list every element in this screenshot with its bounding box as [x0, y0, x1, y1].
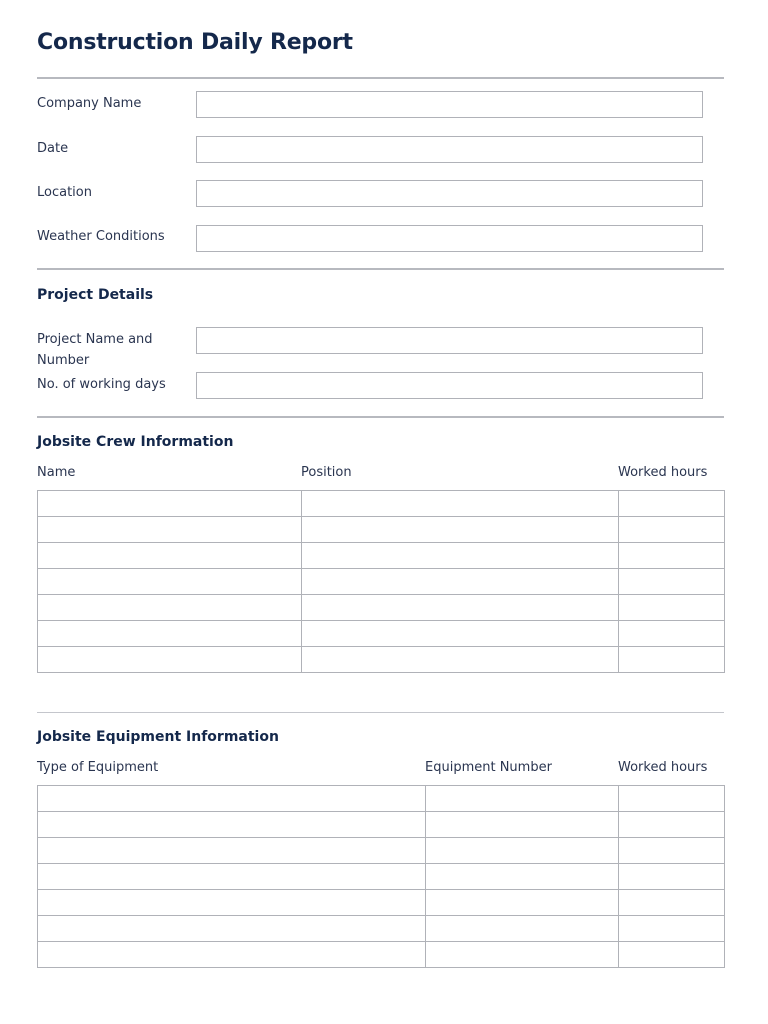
equipment-heading: Jobsite Equipment Information: [37, 729, 279, 745]
table-row: [38, 942, 725, 968]
crew-position-cell[interactable]: [302, 491, 619, 517]
crew-hours-cell[interactable]: [619, 621, 725, 647]
crew-name-cell[interactable]: [38, 491, 302, 517]
date-label: Date: [37, 141, 69, 156]
equipment-col-type: Type of Equipment: [37, 760, 159, 775]
table-row: [38, 812, 725, 838]
equipment-hours-cell[interactable]: [619, 786, 725, 812]
project-name-number-label: Project Name and Number: [37, 332, 153, 368]
equipment-hours-cell[interactable]: [619, 812, 725, 838]
crew-hours-cell[interactable]: [619, 647, 725, 673]
equipment-number-cell[interactable]: [426, 786, 619, 812]
crew-col-name: Name: [37, 465, 76, 480]
crew-col-position: Position: [301, 465, 352, 480]
working-days-field[interactable]: [196, 372, 703, 399]
equipment-number-cell[interactable]: [426, 890, 619, 916]
equipment-number-cell[interactable]: [426, 838, 619, 864]
project-divider: [37, 416, 724, 418]
equipment-number-cell[interactable]: [426, 864, 619, 890]
table-row: [38, 517, 725, 543]
crew-name-cell[interactable]: [38, 595, 302, 621]
crew-col-worked-hours: Worked hours: [618, 465, 708, 480]
crew-name-cell[interactable]: [38, 621, 302, 647]
crew-position-cell[interactable]: [302, 621, 619, 647]
crew-position-cell[interactable]: [302, 647, 619, 673]
equipment-number-cell[interactable]: [426, 812, 619, 838]
crew-position-cell[interactable]: [302, 517, 619, 543]
crew-heading: Jobsite Crew Information: [37, 434, 234, 450]
crew-name-cell[interactable]: [38, 647, 302, 673]
title-divider: [37, 77, 724, 79]
crew-name-cell[interactable]: [38, 517, 302, 543]
equipment-type-cell[interactable]: [38, 838, 426, 864]
location-label: Location: [37, 185, 92, 200]
table-row: [38, 864, 725, 890]
crew-table: [37, 490, 725, 673]
equipment-type-cell[interactable]: [38, 786, 426, 812]
equipment-type-cell[interactable]: [38, 916, 426, 942]
project-details-heading: Project Details: [37, 287, 154, 303]
table-row: [38, 569, 725, 595]
crew-divider: [37, 712, 724, 713]
table-row: [38, 916, 725, 942]
equipment-hours-cell[interactable]: [619, 838, 725, 864]
page-title: Construction Daily Report: [37, 30, 353, 55]
location-field[interactable]: [196, 180, 703, 207]
equipment-hours-cell[interactable]: [619, 864, 725, 890]
general-divider: [37, 268, 724, 270]
equipment-hours-cell[interactable]: [619, 890, 725, 916]
crew-name-cell[interactable]: [38, 569, 302, 595]
table-row: [38, 890, 725, 916]
crew-hours-cell[interactable]: [619, 595, 725, 621]
crew-position-cell[interactable]: [302, 543, 619, 569]
table-row: [38, 543, 725, 569]
crew-hours-cell[interactable]: [619, 517, 725, 543]
table-row: [38, 647, 725, 673]
crew-position-cell[interactable]: [302, 569, 619, 595]
crew-hours-cell[interactable]: [619, 569, 725, 595]
equipment-number-cell[interactable]: [426, 942, 619, 968]
table-row: [38, 786, 725, 812]
equipment-type-cell[interactable]: [38, 890, 426, 916]
weather-conditions-label: Weather Conditions: [37, 229, 165, 244]
table-row: [38, 838, 725, 864]
equipment-type-cell[interactable]: [38, 942, 426, 968]
project-name-number-field[interactable]: [196, 327, 703, 354]
company-name-label: Company Name: [37, 96, 142, 111]
equipment-table: [37, 785, 725, 968]
crew-position-cell[interactable]: [302, 595, 619, 621]
crew-name-cell[interactable]: [38, 543, 302, 569]
crew-hours-cell[interactable]: [619, 491, 725, 517]
equipment-number-cell[interactable]: [426, 916, 619, 942]
working-days-label: No. of working days: [37, 377, 166, 392]
company-name-field[interactable]: [196, 91, 703, 118]
equipment-hours-cell[interactable]: [619, 916, 725, 942]
date-field[interactable]: [196, 136, 703, 163]
equipment-col-number: Equipment Number: [425, 760, 552, 775]
equipment-type-cell[interactable]: [38, 812, 426, 838]
table-row: [38, 491, 725, 517]
table-row: [38, 621, 725, 647]
weather-conditions-field[interactable]: [196, 225, 703, 252]
equipment-col-worked-hours: Worked hours: [618, 760, 708, 775]
equipment-hours-cell[interactable]: [619, 942, 725, 968]
table-row: [38, 595, 725, 621]
equipment-type-cell[interactable]: [38, 864, 426, 890]
crew-hours-cell[interactable]: [619, 543, 725, 569]
